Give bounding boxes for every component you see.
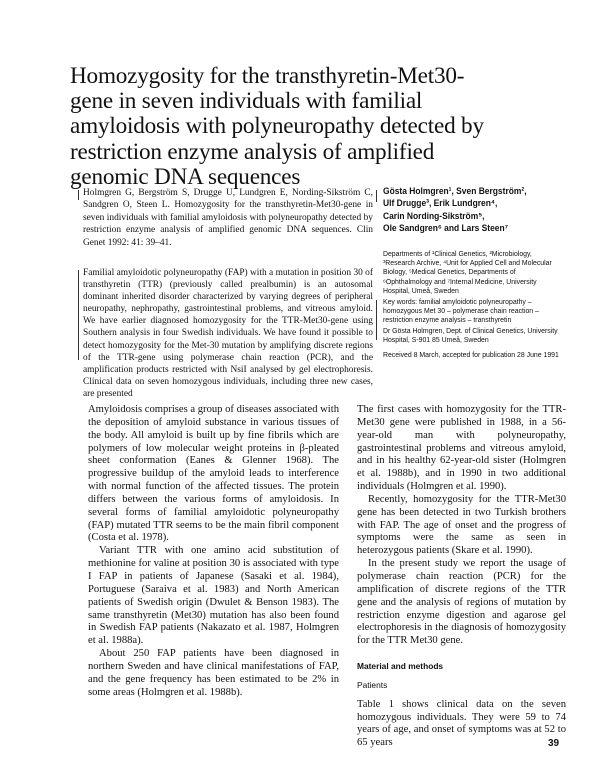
subsection-heading: Patients — [357, 679, 388, 690]
authors — [383, 186, 537, 236]
paragraph: About 250 FAP patients have been diagnosed in northern Sweden and have clinical manifestations of FAP, and the gene frequency has been estimated to be 2% in some areas (Holmgren et al. 1988b). — [88, 648, 339, 698]
page-number: 39 — [548, 738, 560, 749]
affiliations: Departments of ¹Clinical Genetics, ²Microbiology, ³Research Archive, ⁴Unit for Applied Cell and Molecular Biology, ⁵Medical Genetics, Departments of ⁶Ophthalmology and ⁷Internal Medicine, University Hospital, Umeå, Sweden — [383, 251, 552, 295]
paragraph: The first cases with homozygosity for the TTR-Met30 gene were published in 1988, in a 56-year-old man with polyneuropathy, gastrointestinal problems and vitreous amyloid, and in his healthy 62-year-old sister (Holmgren et al. 1988b), and in 1990 in two additional individuals (Holmgren et al. 1990). — [357, 404, 566, 493]
section-heading: Material and methods — [357, 661, 444, 672]
paragraph: Recently, homozygosity for the TTR-Met30 gene has been detected in two Turkish brothers with FAP. The age of onset and the progress of symptoms were the same as seen in heterozygous patients (Skare et al. 1990). — [357, 493, 566, 557]
correspondence-address: Dr Gösta Holmgren, Dept. of Clinical Genetics, University Hospital, S-901 85 Umeå, Sweden — [383, 328, 558, 345]
title-line: amyloidosis with polyneuropathy detected by — [70, 113, 484, 140]
paragraph: Variant TTR with one amino acid substitution of methionine for valine at position 30 is associated with type I FAP in patients of Japanese (Sasaki et al. 1984), Portuguese (Saraiva et al. 1983) and North American patients of Swedish origin (Dwulet & Benson 1983). The same transthyretin (Met30) mutation has also been found in Swedish FAP patients (Nakazato et al. 1987, Holmgren et al. 1988a). — [88, 545, 339, 647]
paragraph: Amyloidosis comprises a group of diseases associated with the deposition of amyloid substance in various tissues of the body. All amyloid is built up by fine fibrils which are polymers of low molecular weight proteins in β-pleated sheet conformation (Eanes & Glenner 1968). The progressive buildup of the amyloid leads to interference with normal function of the affected tissues. The protein differs between the various forms of amyloidosis. In several forms of familial amyloidotic polyneuropathy (FAP) mutated TTR seems to be the main fibril component (Costa et al. 1978). — [88, 404, 339, 544]
body-left-column — [88, 404, 339, 699]
author-line: Carin Nording-Sikström⁵, — [383, 210, 485, 222]
title-line: Homozygosity for the transthyretin-Met30- — [70, 63, 465, 89]
paragraph: Table 1 shows clinical data on the seven homozygous individuals. They were 59 to 74 years of age, and onset of symptoms was at 52 to 65 years — [357, 698, 566, 749]
margin-mark — [376, 190, 377, 202]
paragraph: In the present study we report the usage of polymerase chain reaction (PCR) for the amplification of discrete regions of the TTR gene and the analysis of regions of mutation by restriction enzyme digestion and agarose gel electrophoresis in the diagnosis of homozygosity for the TTR Met30 gene. — [357, 558, 566, 647]
margin-mark — [376, 300, 377, 340]
body-right-column — [357, 404, 566, 750]
title-line: restriction enzyme analysis of amplified — [70, 138, 435, 165]
author-line: Ulf Drugge³, Erik Lundgren⁴, — [383, 198, 498, 210]
received-date: Received 8 March, accepted for publication 28 June 1991 — [383, 352, 559, 359]
author-line: Ole Sandgren⁶ and Lars Steen⁷ — [383, 223, 509, 235]
abstract: Familial amyloidotic polyneuropathy (FAP) with a mutation in position 30 of transthyretin (TTR) (previously called prealbumin) is an autosomal dominant inherited disorder characterized by varying degrees of peripheral neuropathy, nephropathy, gastrointestinal problems, and vitreous amyloid. We have earlier diagnosed homozygosity for the TTR-Met30-gene using Southern analysis in four Swedish individuals. We have found it possible to detect homozygosity for the Met-30 mutation by amplifying discrete regions of the TTR-gene using polymerase chain reaction (PCR), and the amplification products restricted with NsiI analysed by gel electrophoresis. Clinical data on seven homozygous individuals, including three new cases, are presented — [83, 268, 373, 399]
margin-mark — [78, 190, 79, 200]
article-title — [70, 64, 540, 190]
title-line: gene in seven individuals with familial — [70, 88, 423, 115]
citation: Holmgren G, Bergström S, Drugge U, Lundgren E, Nording-Sikström C, Sandgren O, Steen L. Homozygosity for the transthyretin-Met30-gene in seven individuals with familial amyloidosis with polyneuropathy detected by restriction enzyme analysis of amplified genomic DNA sequences. Clin Genet 1992: 41: 39–41. — [83, 188, 373, 248]
margin-mark — [78, 270, 79, 360]
keywords: Key words: familial amyloidotic polyneuropathy – homozygous Met 30 – polymerase chain reaction – restriction enzyme analysis – transthyretin — [383, 299, 539, 325]
title-line: genomic DNA sequences — [70, 163, 301, 190]
author-line: Gösta Holmgren¹, Sven Bergström², — [383, 186, 527, 197]
